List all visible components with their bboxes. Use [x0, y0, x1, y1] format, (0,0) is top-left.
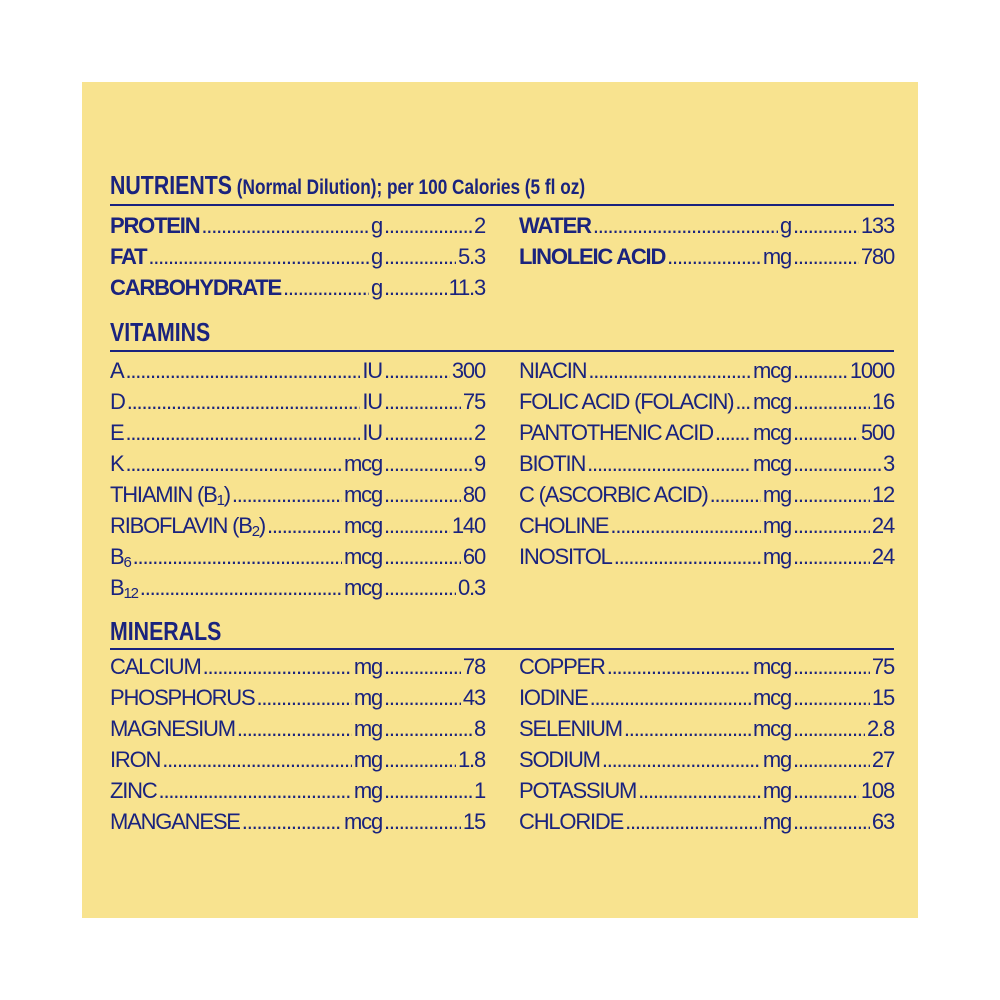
- nutrient-row: [110, 356, 485, 387]
- leader-dots: [382, 387, 463, 417]
- leader-dots: [622, 714, 753, 744]
- nutrient-value: 75: [462, 389, 485, 414]
- leader-dots: [791, 542, 872, 572]
- leader-dots: [636, 776, 763, 806]
- leader-dots: [123, 449, 344, 479]
- nutrient-row: [519, 387, 894, 418]
- leader-dots: [791, 683, 872, 713]
- nutrient-name: IODINE: [519, 685, 588, 710]
- nutrient-unit: mg: [353, 747, 382, 772]
- nutrient-name: ZINC: [110, 778, 157, 803]
- nutrient-value: 80: [462, 482, 485, 507]
- nutrient-unit: mcg: [344, 809, 382, 834]
- minerals-heading: MINERALS: [110, 616, 222, 646]
- nutrient-row: [519, 714, 894, 745]
- nutrient-name: E: [110, 420, 124, 445]
- nutrient-unit: mg: [762, 513, 791, 538]
- leader-dots: [382, 652, 463, 682]
- leader-dots: [382, 745, 458, 775]
- nutrient-row: [110, 573, 485, 604]
- nutrient-value: 24: [871, 513, 894, 538]
- nutrient-row: [110, 652, 485, 683]
- nutrient-unit: mcg: [344, 513, 382, 538]
- leader-dots: [382, 273, 449, 303]
- nutrient-row: [110, 273, 485, 304]
- nutrient-value: 63: [871, 809, 894, 834]
- nutrient-row: [110, 211, 485, 242]
- nutrient-name: FAT: [110, 244, 147, 269]
- nutrient-name: SODIUM: [519, 747, 600, 772]
- leader-dots: [230, 480, 344, 510]
- nutrient-name: D: [110, 389, 125, 414]
- nutrient-value: 9: [473, 451, 485, 476]
- leader-dots: [605, 652, 753, 682]
- leader-dots: [138, 573, 344, 603]
- nutrient-unit: IU: [362, 358, 382, 383]
- nutrient-unit: mcg: [753, 420, 791, 445]
- leader-dots: [382, 776, 474, 806]
- nutrient-name: B: [110, 575, 124, 600]
- nutrient-name: CARBOHYDRATE: [110, 275, 281, 300]
- leader-dots: [791, 511, 872, 541]
- leader-dots: [791, 776, 861, 806]
- nutrient-row: [110, 683, 485, 714]
- leader-dots: [199, 211, 371, 241]
- minerals-rule: [110, 648, 894, 650]
- nutrient-value: 75: [871, 654, 894, 679]
- nutrient-row: [519, 652, 894, 683]
- nutrient-value: 108: [860, 778, 894, 803]
- nutrient-row: [110, 776, 485, 807]
- nutrient-value: 15: [871, 685, 894, 710]
- nutrient-value: 500: [860, 420, 894, 445]
- nutrient-row: [519, 480, 894, 511]
- nutrient-unit: mg: [762, 244, 791, 269]
- leader-dots: [382, 683, 463, 713]
- nutrient-name-suffix: ): [223, 482, 230, 507]
- nutrient-name: CHLORIDE: [519, 809, 624, 834]
- leader-dots: [600, 745, 763, 775]
- leader-dots: [665, 242, 763, 272]
- leader-dots: [254, 683, 353, 713]
- nutrient-unit: mcg: [753, 358, 791, 383]
- nutrient-value: 2: [473, 213, 485, 238]
- nutrient-name: K: [110, 451, 124, 476]
- leader-dots: [588, 683, 753, 713]
- nutrient-unit: mg: [353, 716, 382, 741]
- leader-dots: [612, 542, 763, 572]
- nutrient-row: [110, 449, 485, 480]
- leader-dots: [791, 745, 872, 775]
- nutrient-unit: mg: [353, 654, 382, 679]
- nutrient-row: [110, 418, 485, 449]
- leader-dots: [240, 807, 344, 837]
- nutrient-unit: mg: [762, 778, 791, 803]
- nutrient-value: 1.8: [458, 747, 485, 772]
- nutrient-unit: mg: [762, 747, 791, 772]
- leader-dots: [281, 273, 371, 303]
- nutrient-name: MANGANESE: [110, 809, 240, 834]
- leader-dots: [265, 511, 344, 541]
- nutrients-title: NUTRIENTS: [110, 170, 233, 200]
- nutrient-value: 2: [473, 420, 485, 445]
- leader-dots: [382, 418, 474, 448]
- nutrient-row: [519, 683, 894, 714]
- leader-dots: [123, 356, 362, 386]
- nutrient-unit: mcg: [344, 482, 382, 507]
- nutrient-name: WATER: [519, 213, 591, 238]
- nutrient-row: [519, 745, 894, 776]
- leader-dots: [791, 449, 883, 479]
- nutrient-unit: mcg: [753, 654, 791, 679]
- leader-dots: [201, 652, 354, 682]
- nutrient-name: FOLIC ACID (FOLACIN): [519, 389, 734, 414]
- leader-dots: [791, 714, 867, 744]
- vitamins-heading: VITAMINS: [110, 317, 211, 347]
- leader-dots: [733, 387, 753, 417]
- nutrient-unit: mg: [762, 544, 791, 569]
- nutrient-subscript: 12: [123, 585, 138, 602]
- nutrient-row: [519, 776, 894, 807]
- nutrient-value: 0.3: [458, 575, 485, 600]
- nutrient-value: 140: [451, 513, 485, 538]
- nutrient-unit: mg: [353, 778, 382, 803]
- nutrient-unit: g: [370, 244, 382, 269]
- leader-dots: [382, 511, 452, 541]
- leader-dots: [160, 745, 354, 775]
- leader-dots: [382, 356, 452, 386]
- leader-dots: [131, 542, 344, 572]
- nutrient-value: 780: [860, 244, 894, 269]
- nutrient-unit: g: [370, 275, 382, 300]
- nutrient-value: 78: [462, 654, 485, 679]
- leader-dots: [125, 387, 363, 417]
- nutrient-row: [519, 542, 894, 573]
- nutrient-name: CHOLINE: [519, 513, 609, 538]
- nutrient-unit: mg: [762, 482, 791, 507]
- nutrient-unit: mcg: [753, 451, 791, 476]
- nutrient-row: [110, 745, 485, 776]
- nutrient-unit: mg: [762, 809, 791, 834]
- nutrient-name: MAGNESIUM: [110, 716, 235, 741]
- nutrient-value: 2.8: [867, 716, 894, 741]
- leader-dots: [382, 714, 474, 744]
- nutrient-unit: g: [370, 213, 382, 238]
- nutrient-value: 1: [473, 778, 485, 803]
- leader-dots: [146, 242, 371, 272]
- leader-dots: [382, 480, 463, 510]
- nutrient-unit: IU: [362, 420, 382, 445]
- leader-dots: [586, 356, 753, 386]
- nutrient-name: CALCIUM: [110, 654, 201, 679]
- leader-dots: [608, 511, 762, 541]
- nutrient-name: B: [110, 544, 124, 569]
- nutrient-unit: mcg: [344, 451, 382, 476]
- nutrient-subscript: 6: [123, 554, 131, 571]
- leader-dots: [382, 449, 474, 479]
- nutrient-value: 1000: [849, 358, 894, 383]
- leader-dots: [623, 807, 763, 837]
- nutrient-name: C (ASCORBIC ACID): [519, 482, 708, 507]
- nutrient-row: [519, 356, 894, 387]
- nutrient-name: POTASSIUM: [519, 778, 637, 803]
- nutrient-row: [110, 387, 485, 418]
- leader-dots: [235, 714, 354, 744]
- nutrient-name: COPPER: [519, 654, 605, 679]
- leader-dots: [791, 387, 872, 417]
- nutrient-row: [519, 807, 894, 838]
- nutrient-value: 24: [871, 544, 894, 569]
- leader-dots: [791, 418, 861, 448]
- nutrient-subscript: 1: [216, 492, 224, 509]
- nutrient-row: [110, 714, 485, 745]
- leader-dots: [585, 449, 753, 479]
- leader-dots: [713, 418, 753, 448]
- nutrient-unit: mcg: [344, 575, 382, 600]
- nutrient-name: PANTOTHENIC ACID: [519, 420, 713, 445]
- leader-dots: [791, 356, 850, 386]
- leader-dots: [382, 573, 458, 603]
- leader-dots: [708, 480, 763, 510]
- nutrient-row: [519, 211, 894, 242]
- nutrient-row: [110, 511, 485, 542]
- nutrient-row: [110, 480, 485, 511]
- nutrient-name: IRON: [110, 747, 161, 772]
- nutrient-value: 300: [451, 358, 485, 383]
- nutrient-name: NIACIN: [519, 358, 587, 383]
- nutrient-subscript: 2: [251, 523, 259, 540]
- nutrients-heading: [110, 170, 753, 203]
- nutrient-name: PHOSPHORUS: [110, 685, 255, 710]
- nutrient-unit: mcg: [753, 389, 791, 414]
- leader-dots: [382, 542, 463, 572]
- nutrient-name: BIOTIN: [519, 451, 586, 476]
- nutrient-name: THIAMIN (B: [110, 482, 217, 507]
- nutrient-unit: IU: [362, 389, 382, 414]
- nutrient-row: [519, 242, 894, 273]
- nutrient-value: 133: [860, 213, 894, 238]
- nutrients-subtitle: (Normal Dilution); per 100 Calories (5 fl oz): [232, 176, 586, 199]
- nutrient-value: 60: [462, 544, 485, 569]
- nutrient-unit: mcg: [344, 544, 382, 569]
- nutrient-row: [110, 242, 485, 273]
- nutrient-value: 3: [882, 451, 894, 476]
- nutrient-name-suffix: ): [258, 513, 265, 538]
- nutrient-row: [110, 807, 485, 838]
- nutrient-row: [519, 449, 894, 480]
- leader-dots: [791, 480, 872, 510]
- nutrient-name: A: [110, 358, 124, 383]
- nutrient-value: 5.3: [458, 244, 485, 269]
- leader-dots: [123, 418, 362, 448]
- vitamins-rule: [110, 350, 894, 352]
- nutrient-unit: mcg: [753, 716, 791, 741]
- nutrient-value: 8: [473, 716, 485, 741]
- leader-dots: [382, 807, 463, 837]
- leader-dots: [591, 211, 780, 241]
- nutrients-rule: [110, 204, 894, 206]
- leader-dots: [791, 242, 861, 272]
- nutrient-value: 15: [462, 809, 485, 834]
- nutrient-name: RIBOFLAVIN (B: [110, 513, 252, 538]
- nutrient-name: SELENIUM: [519, 716, 622, 741]
- nutrient-row: [519, 418, 894, 449]
- nutrient-name: INOSITOL: [519, 544, 612, 569]
- nutrient-value: 12: [871, 482, 894, 507]
- leader-dots: [791, 652, 872, 682]
- nutrient-name: LINOLEIC ACID: [519, 244, 666, 269]
- nutrient-name: PROTEIN: [110, 213, 200, 238]
- nutrient-unit: g: [779, 213, 791, 238]
- leader-dots: [382, 211, 474, 241]
- nutrient-value: 16: [871, 389, 894, 414]
- nutrient-value: 43: [462, 685, 485, 710]
- leader-dots: [791, 807, 872, 837]
- nutrient-value: 27: [871, 747, 894, 772]
- leader-dots: [157, 776, 354, 806]
- leader-dots: [791, 211, 861, 241]
- nutrient-unit: mg: [353, 685, 382, 710]
- nutrient-unit: mcg: [753, 685, 791, 710]
- leader-dots: [382, 242, 458, 272]
- nutrient-value: 11.3: [448, 275, 485, 300]
- nutrient-row: [110, 542, 485, 573]
- nutrient-row: [519, 511, 894, 542]
